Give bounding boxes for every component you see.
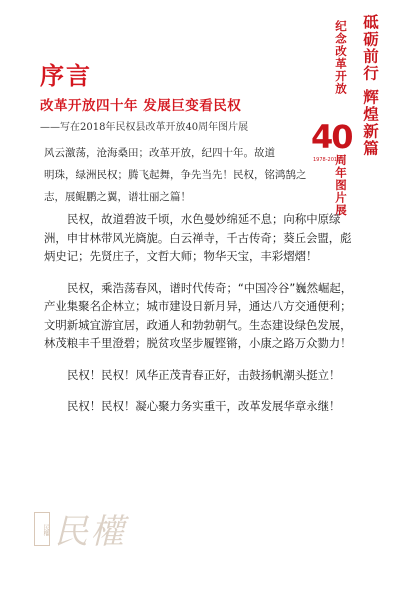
poem-line: 明珠，绿洲民权；腾飞起舞，争先当先！民权，铭鸿鹄之 bbox=[44, 169, 307, 181]
emblem-years-range: 1978-2018 bbox=[313, 157, 341, 163]
emblem-commemorate-text: 纪念改革开放 bbox=[334, 20, 348, 95]
emblem-slogan: 砥砺前行 辉煌新篇 bbox=[361, 14, 380, 157]
body-paragraph: 民权，乘浩荡春风，谱时代传奇；“中国冷谷”巍然崛起，产业集聚名企林立；城市建设日新月异，通达八方交通便利；文明新城宜游宜居，政通人和勃勃朝气。生态建设绿色发展，林茂粮丰千里澄碧；脱贫攻坚步履铿锵，小康之路万众勠力！ bbox=[44, 280, 353, 350]
dedication-line: ——写在2018年民权县改革开放40周年图片展 bbox=[40, 122, 249, 133]
emblem-exhibition-text: 周年图片展 bbox=[334, 154, 348, 217]
logo-calligraphy: 民權 bbox=[54, 512, 126, 552]
minquan-logo bbox=[34, 504, 184, 564]
page-subtitle: 改革开放四十年 发展巨变看民权 bbox=[40, 98, 242, 114]
seal-stamp: 民權 bbox=[34, 512, 50, 546]
poem-line: 志，展鲲鹏之翼，谱壮丽之篇！ bbox=[44, 191, 191, 203]
emblem-forty-number: 40 bbox=[311, 118, 352, 156]
body-paragraph: 民权，故道碧波千顷，水色曼妙绵延不息；向称中原绿洲，申甘林带风光旖旎。白云禅寺，千古传奇；葵丘会盟，彪炳史记；先贤庄子，文哲大师；物华天宝，丰彩熠熠！ bbox=[44, 212, 352, 263]
body-paragraph: 民权！民权！凝心聚力务实重干，改革发展华章永继！ bbox=[67, 399, 341, 413]
poem-line: 风云激荡，沧海桑田；改革开放，纪四十年。故道 bbox=[44, 147, 275, 159]
preface-body bbox=[44, 210, 360, 429]
page-title: 序言 bbox=[40, 61, 92, 90]
body-paragraph: 民权！民权！风华正茂青春正好，击鼓扬帆潮头挺立！ bbox=[67, 367, 341, 382]
opening-poem bbox=[44, 142, 369, 208]
